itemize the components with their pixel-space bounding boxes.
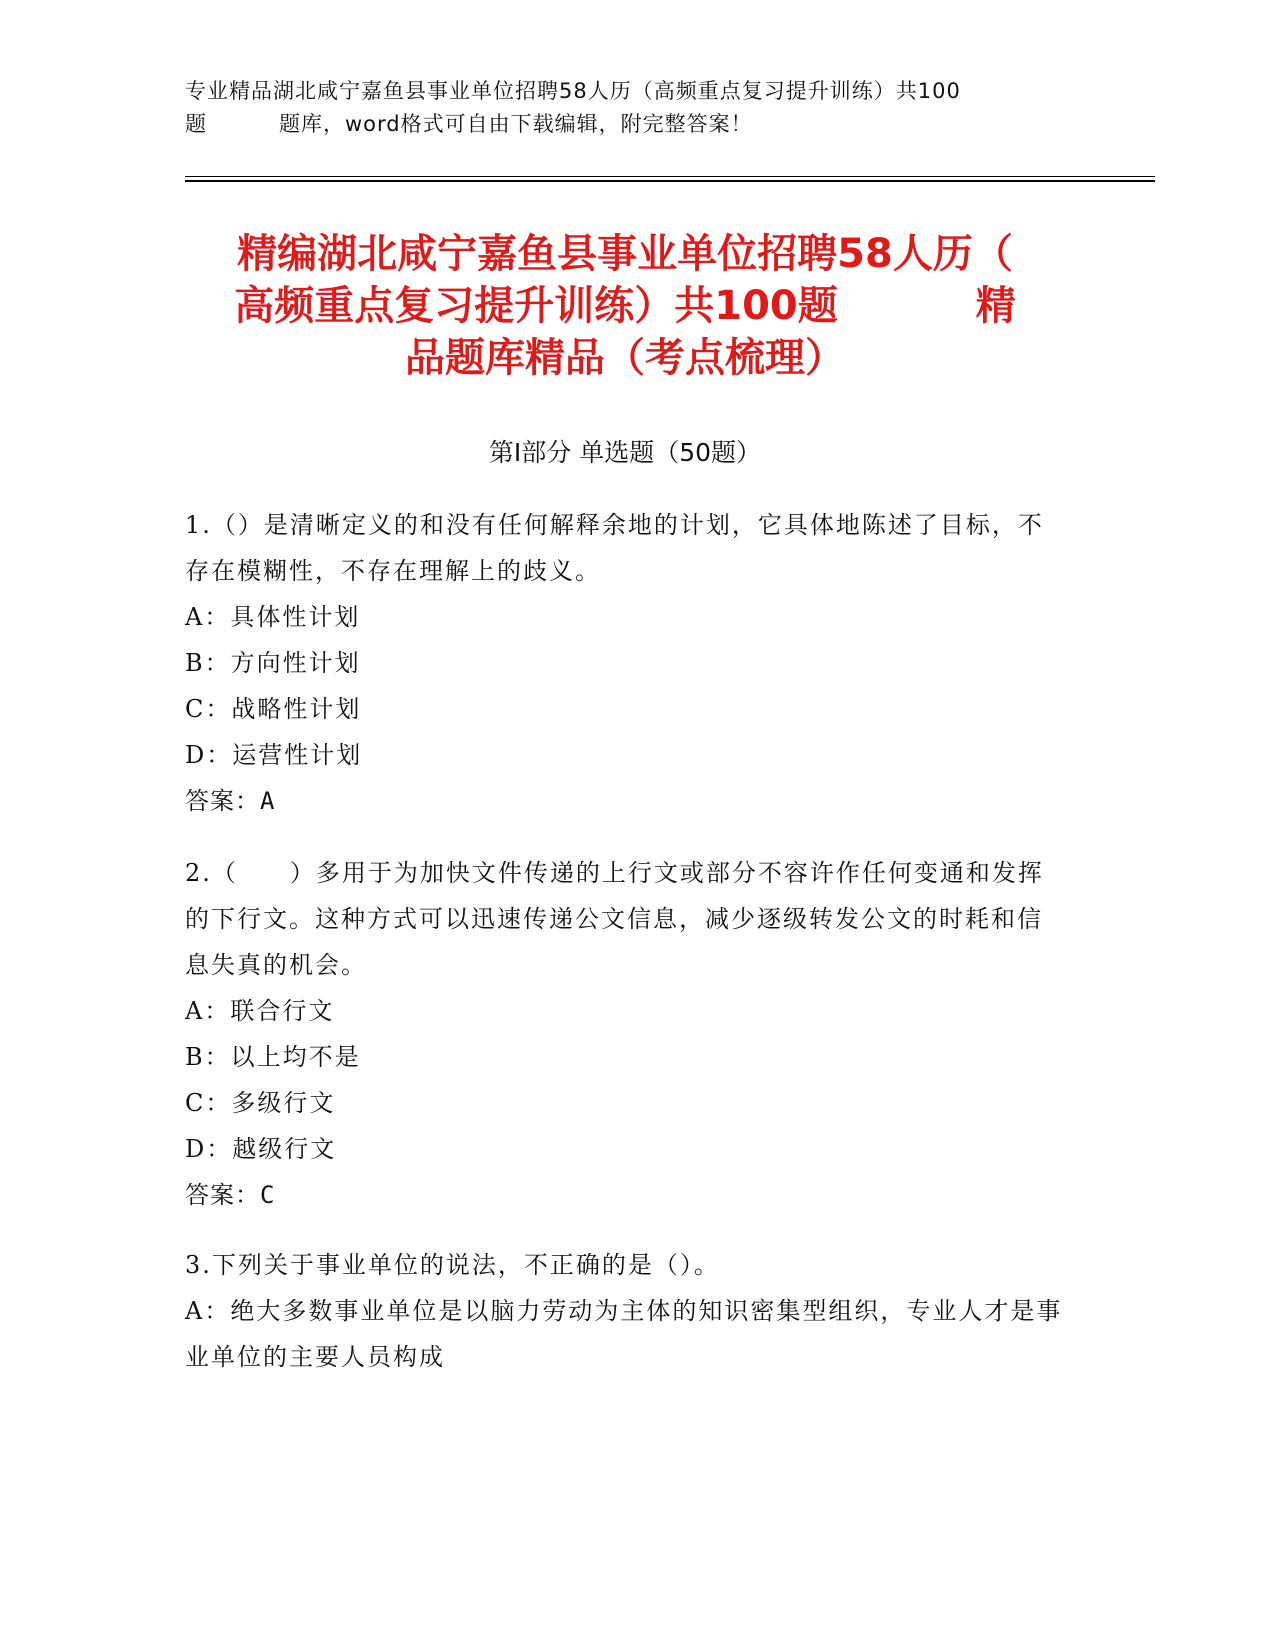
header-divider-thick [185,180,1155,182]
option-b: B：方向性计划 [185,649,361,677]
question-stem: 2.（ ）多用于为加快文件传递的上行文或部分不容许作任何变通和发挥的下行文。这种方式可以迅速传递公文信息，减少逐级转发公文的时耗和信息失真的机会。 [185,859,1044,979]
option-d: D：越级行文 [185,1135,337,1163]
option-c: C：多级行文 [185,1089,336,1117]
title-line-3: 品题库精品（考点梳理） [405,335,845,381]
option-a: A：具体性计划 [185,603,361,631]
answer-label: 答案： [185,787,260,815]
option-d: D：运营性计划 [185,741,363,769]
answer-value: C [260,1181,276,1209]
option-a: A：绝大多数事业单位是以脑力劳动为主体的知识密集型组织，专业人才是事业单位的主要人员构成 [185,1297,1063,1371]
title-line-2-b: 精 [975,283,1016,329]
question-1 [185,502,1065,824]
question-stem: 1.（）是清晰定义的和没有任何解释余地的计划，它具体地陈述了目标，不存在模糊性，不存在理解上的歧义。 [185,511,1044,585]
header-line-1: 专业精品湖北咸宁嘉鱼县事业单位招聘58人历（高频重点复习提升训练）共100 [185,79,961,103]
section-title: 第Ⅰ部分 单选题（50题） [488,438,762,467]
answer-value: A [260,787,276,815]
question-3 [185,1242,1065,1380]
header-line-2-a: 题 [185,112,207,136]
header-line-2 [185,108,1085,141]
title-line-2-a: 高频重点复习提升训练）共100题 [234,283,838,329]
header-line-2-b: 题库，word格式可自由下载编辑，附完整答案！ [279,112,753,136]
answer-line [185,1172,1065,1218]
answer-label: 答案： [185,1181,260,1209]
title-line-2 [185,280,1065,332]
document-title [185,228,1065,384]
page-header [185,75,1085,141]
option-a: A：联合行文 [185,997,335,1025]
option-c: C：战略性计划 [185,695,362,723]
question-stem: 3.下列关于事业单位的说法，不正确的是（）。 [185,1251,720,1279]
question-2 [185,850,1065,1218]
title-line-1: 精编湖北咸宁嘉鱼县事业单位招聘58人历（ [237,231,1013,277]
header-divider-thin [185,176,1155,177]
option-b: B：以上均不是 [185,1043,361,1071]
answer-line [185,778,1065,824]
